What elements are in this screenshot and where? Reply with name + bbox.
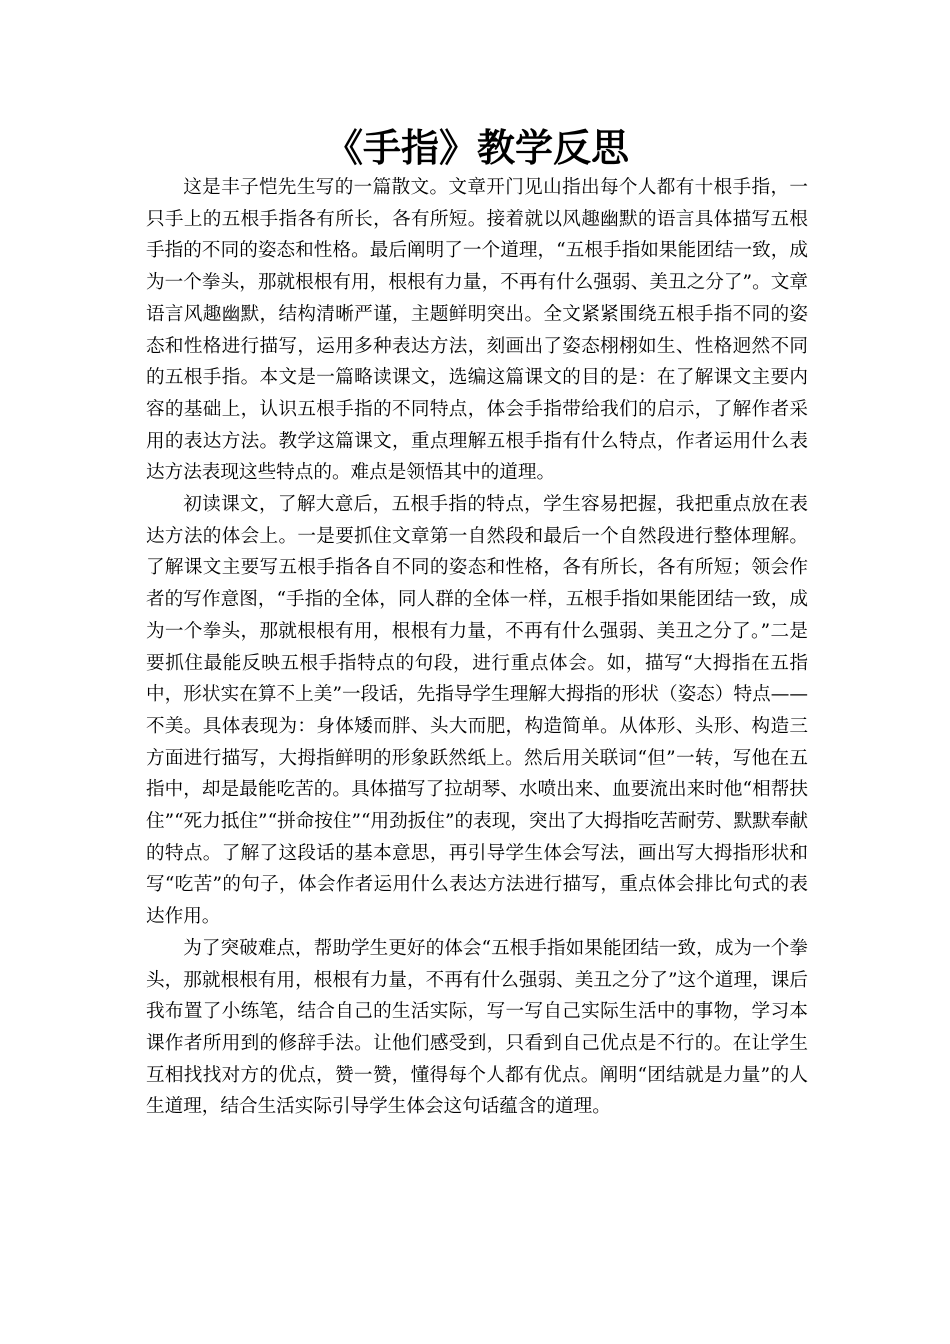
paragraph-2: 初读课文，了解大意后，五根手指的特点，学生容易把握，我把重点放在表达方法的体会上。一是要抓住文章第一自然段和最后一个自然段进行整体理解。了解课文主要写五根手指各自不同的姿态和性格，各有所长，各有所短；领会作者的写作意图，“手指的全体，同人群的全体一样，五根手指如果能团结一致，成为一个拳头，那就根根有用，根根有力量，不再有什么强弱、美丑之分了。”二是要抓住最能反映五根手指特点的句段，进行重点体会。如，描写“大拇指在五指中，形状实在算不上美”一段话，先指导学生理解大拇指的形状（姿态）特点——不美。具体表现为：身体矮而胖、头大而肥，构造简单。从体形、头形、构造三方面进行描写，大拇指鲜明的形象跃然纸上。然后用关联词“但”一转，写他在五指中，却是最能吃苦的。具体描写了拉胡琴、水喷出来、血要流出来时他“相帮扶住”“死力抵住”“拼命按住”“用劲扳住”的表现，突出了大拇指吃苦耐劳、默默奉献的特点。了解了这段话的基本意思，再引导学生体会写法，画出写大拇指形状和写“吃苦”的句子，体会作者运用什么表达方法进行描写，重点体会排比句式的表达作用。 — [146, 494, 808, 928]
document-body — [146, 124, 808, 1123]
paragraph-3: 为了突破难点，帮助学生更好的体会“五根手指如果能团结一致，成为一个拳头，那就根根有用，根根有力量，不再有什么强弱、美丑之分了”这个道理，课后我布置了小练笔，结合自己的生活实际，写一写自己实际生活中的事物，学习本课作者所用到的修辞手法。让他们感受到，只看到自己优点是不行的。在让学生互相找找对方的优点，赞一赞，懂得每个人都有优点。阐明“团结就是力量”的人生道理，结合生活实际引导学生体会这句话蕴含的道理。 — [146, 937, 808, 1118]
document-title: 《手指》教学反思 — [324, 126, 629, 170]
paragraph-1: 这是丰子恺先生写的一篇散文。文章开门见山指出每个人都有十根手指，一只手上的五根手指各有所长，各有所短。接着就以风趣幽默的语言具体描写五根手指的不同的姿态和性格。最后阐明了一个道理，“五根手指如果能团结一致，成为一个拳头，那就根根有用，根根有力量，不再有什么强弱、美丑之分了”。文章语言风趣幽默，结构清晰严谨，主题鲜明突出。全文紧紧围绕五根手指不同的姿态和性格进行描写，运用多种表达方法，刻画出了姿态栩栩如生、性格迥然不同的五根手指。本文是一篇略读课文，选编这篇课文的目的是：在了解课文主要内容的基础上，认识五根手指的不同特点，体会手指带给我们的启示，了解作者采用的表达方法。教学这篇课文，重点理解五根手指有什么特点，作者运用什么表达方法表现这些特点的。难点是领悟其中的道理。 — [146, 177, 808, 484]
